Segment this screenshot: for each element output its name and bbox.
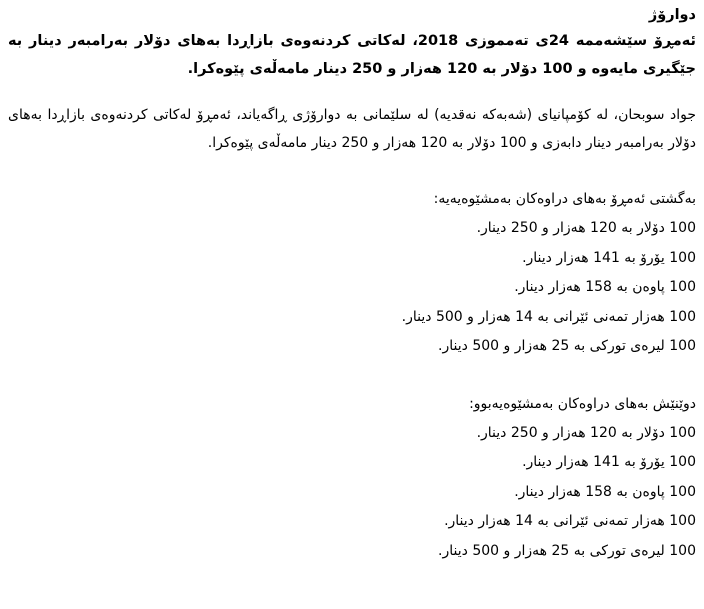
today-rates-list bbox=[8, 214, 696, 362]
article-paragraph: جواد سوبحان، لە کۆمپانیای (شەبەکە نەقدیە) لە سلێمانی بە دوارۆژی ڕاگەیاند، ئەمڕۆ لەکاتی کردنەوەی بازاڕدا بەهای دۆلار بەرامبەر دینار دابەزی و 100 دۆلار بە 120 هەزار و 250 دینار مامەڵەی پێوەکرا. bbox=[8, 107, 696, 151]
article bbox=[8, 0, 696, 566]
rate-item-dollar: 100 دۆلار بە 120 هەزار و 250 دینار. bbox=[476, 220, 696, 236]
yesterday-rates-section bbox=[8, 390, 696, 567]
rate-item-toman: 100 هەزار تمەنی ئێرانی بە 14 هەزار دینار. bbox=[444, 513, 696, 529]
rate-item-pound: 100 پاوەن بە 158 هەزار دینار. bbox=[514, 483, 696, 500]
rate-item-euro: 100 یۆرۆ بە 141 هەزار دینار. bbox=[522, 249, 696, 266]
rate-item-lira: 100 لیرەی تورکی بە 25 هەزار و 500 دینار. bbox=[438, 338, 696, 354]
rate-item-dollar: 100 دۆلار بە 120 هەزار و 250 دینار. bbox=[476, 424, 696, 441]
yesterday-rates-heading: دوێنێش بەهای دراوەکان بەمشێوەیەبوو: bbox=[469, 395, 696, 412]
source-title: دوارۆژ bbox=[648, 7, 696, 23]
today-rates-heading: بەگشتی ئەمڕۆ بەهای دراوەکان بەمشێوەیەیە: bbox=[433, 191, 696, 207]
rate-item-pound: 100 پاوەن بە 158 هەزار دینار. bbox=[514, 279, 696, 295]
rate-item-euro: 100 یۆرۆ بە 141 هەزار دینار. bbox=[522, 454, 696, 470]
yesterday-rates-list bbox=[8, 419, 696, 567]
article-headline: ئەمڕۆ سێشەممە 24ی تەمموزی 2018، لەکاتی کردنەوەی بازاڕدا بەهای دۆلار بەرامبەر دینار بە جێگیری مایەوە و 100 دۆلار بە 120 هەزار و 250 دینار مامەڵەی پێوەکرا. bbox=[8, 33, 697, 77]
rate-item-toman: 100 هەزار تمەنی ئێرانی بە 14 هەزار و 500 دینار. bbox=[401, 308, 696, 325]
today-rates-section bbox=[8, 185, 696, 362]
rate-item-lira: 100 لیرەی تورکی بە 25 هەزار و 500 دینار. bbox=[438, 542, 696, 559]
